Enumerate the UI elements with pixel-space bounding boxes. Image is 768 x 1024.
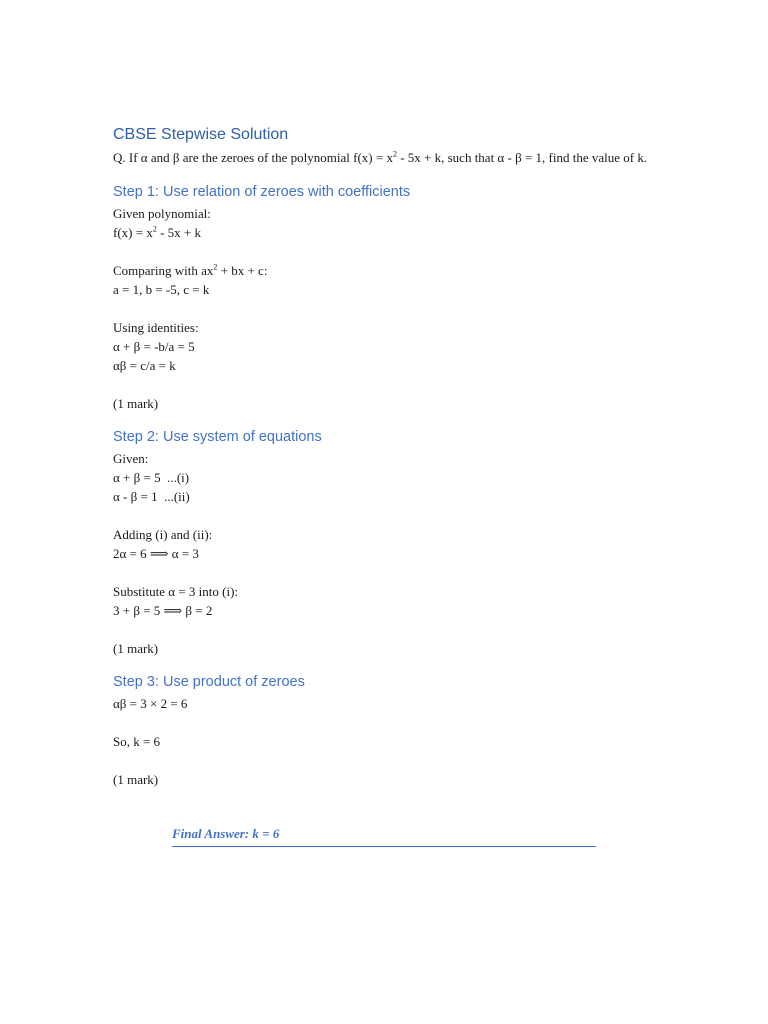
step2-substitute-result: 3 + β = 5 ⟹ β = 2 bbox=[113, 602, 213, 618]
step2-equation-2: α - β = 1 ...(ii) bbox=[113, 488, 190, 504]
compare-exponent: 2 bbox=[213, 262, 218, 272]
step1-marks: (1 mark) bbox=[113, 395, 159, 411]
step2-given-label: Given: bbox=[113, 450, 149, 466]
step1-sum-identity: α + β = -b/a = 5 bbox=[113, 338, 195, 354]
poly-suffix: - 5x + k bbox=[156, 224, 201, 240]
step1-compare bbox=[113, 261, 653, 280]
step1-heading: Step 1: Use relation of zeroes with coefficients bbox=[113, 183, 411, 200]
poly-prefix: f(x) = x bbox=[113, 224, 153, 240]
question-suffix: - 5x + k, such that α - β = 1, find the value of k. bbox=[396, 150, 648, 165]
step1-product-identity: αβ = c/a = k bbox=[113, 357, 176, 373]
step2-marks: (1 mark) bbox=[113, 640, 159, 656]
step1-coefficients: a = 1, b = -5, c = k bbox=[113, 281, 210, 297]
step3-conclusion: So, k = 6 bbox=[113, 733, 161, 749]
question-prefix: Q. If α and β are the zeroes of the polynomial f(x) = x bbox=[113, 150, 393, 165]
step1-given-label: Given polynomial: bbox=[113, 205, 211, 221]
document-title: CBSE Stepwise Solution bbox=[113, 126, 289, 143]
step3-marks: (1 mark) bbox=[113, 771, 159, 787]
question-exponent: 2 bbox=[392, 149, 397, 159]
solution-document bbox=[113, 124, 653, 789]
step3-product: αβ = 3 × 2 = 6 bbox=[113, 695, 188, 711]
step2-adding-label: Adding (i) and (ii): bbox=[113, 526, 213, 542]
poly-exponent: 2 bbox=[152, 224, 157, 234]
step1-identities-label: Using identities: bbox=[113, 319, 199, 335]
compare-suffix: + bx + c: bbox=[217, 262, 268, 278]
step3-heading: Step 3: Use product of zeroes bbox=[113, 673, 305, 690]
final-answer: Final Answer: k = 6 bbox=[172, 826, 596, 847]
step2-substitute-label: Substitute α = 3 into (i): bbox=[113, 583, 239, 599]
step2-equation-1: α + β = 5 ...(i) bbox=[113, 469, 190, 485]
step1-polynomial bbox=[113, 223, 653, 242]
question-text bbox=[113, 148, 653, 168]
step2-adding-result: 2α = 6 ⟹ α = 3 bbox=[113, 545, 199, 561]
compare-prefix: Comparing with ax bbox=[113, 262, 214, 278]
step2-heading: Step 2: Use system of equations bbox=[113, 428, 322, 445]
